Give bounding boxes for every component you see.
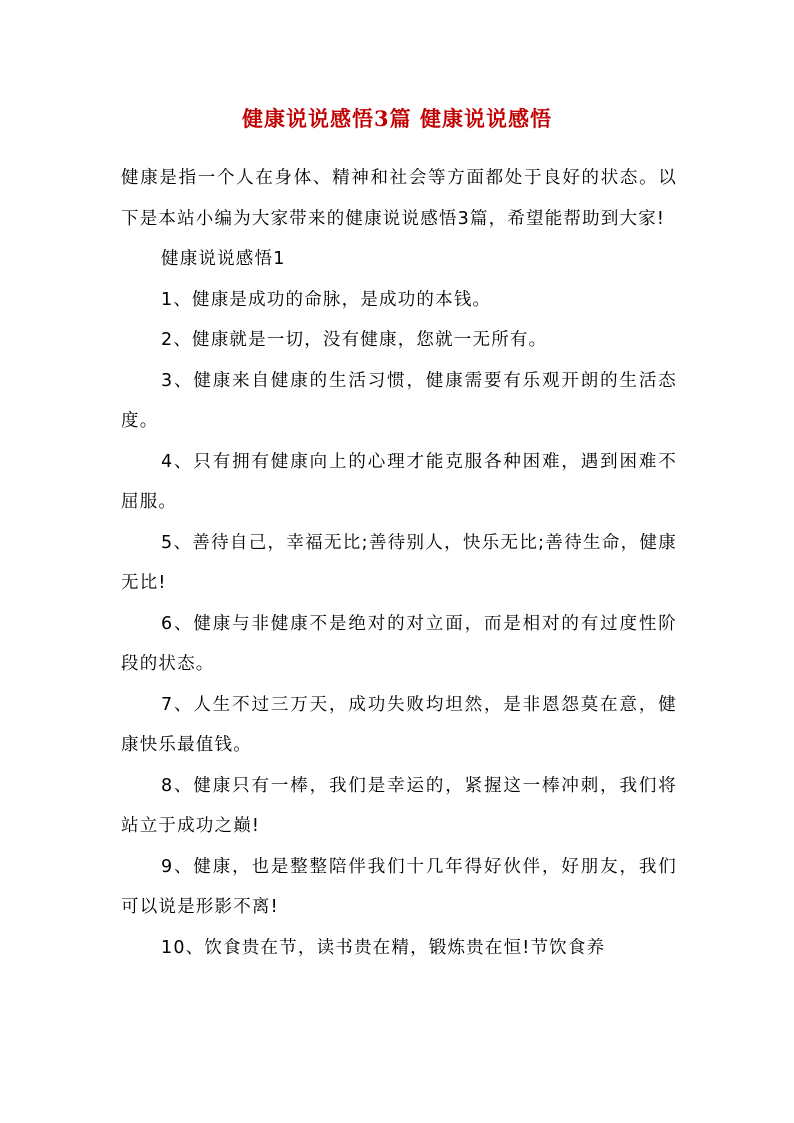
document-body: [121, 158, 677, 968]
list-item: 3、健康来自健康的生活习惯，健康需要有乐观开朗的生活态度。: [121, 370, 677, 431]
list-item: 1、健康是成功的命脉，是成功的本钱。: [161, 289, 492, 310]
list-item: 10、饮食贵在节，读书贵在精，锻炼贵在恒!节饮食养: [161, 937, 606, 958]
section-heading: 健康说说感悟1: [161, 249, 286, 269]
list-item: 9、健康，也是整整陪伴我们十几年得好伙伴，好朋友，我们可以说是形影不离!: [121, 856, 677, 917]
list-item: 8、健康只有一棒，我们是幸运的，紧握这一棒冲刺，我们将站立于成功之巅!: [121, 775, 677, 836]
list-item: 6、健康与非健康不是绝对的对立面，而是相对的有过度性阶段的状态。: [121, 613, 677, 674]
list-item: 7、人生不过三万天，成功失败均坦然，是非恩怨莫在意，健康快乐最值钱。: [121, 694, 677, 755]
list-item: 4、只有拥有健康向上的心理才能克服各种困难，遇到困难不屈服。: [121, 451, 677, 512]
page-title: 健康说说感悟3篇 健康说说感悟: [242, 106, 552, 131]
list-item: 2、健康就是一切，没有健康，您就一无所有。: [161, 330, 548, 350]
intro-paragraph: 健康是指一个人在身体、精神和社会等方面都处于良好的状态。以下是本站小编为大家带来的健康说说感悟3篇，希望能帮助到大家!: [121, 168, 677, 229]
list-item: 5、善待自己，幸福无比;善待别人，快乐无比;善待生命，健康无比!: [121, 532, 677, 593]
